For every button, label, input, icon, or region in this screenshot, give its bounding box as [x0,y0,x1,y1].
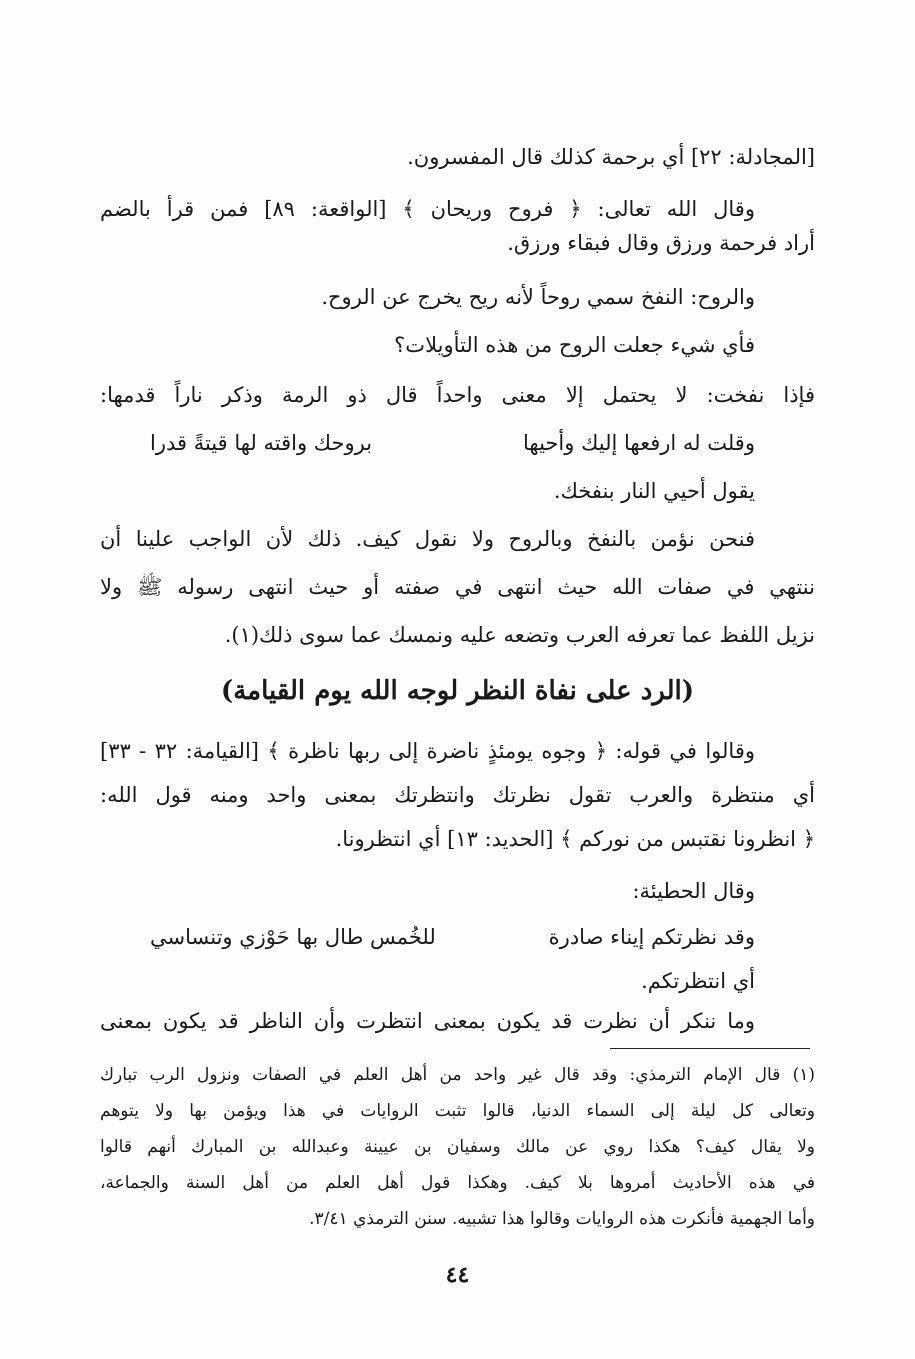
paragraph-quran-waqia [100,192,815,260]
text-line: والروح: النفخ سمي روحاً لأنه ريح يخرج عن الروح. [321,285,755,309]
text-line: فإذا نفخت: لا يحتمل إلا معنى واحداً قال ذو الرمة وذكر ناراً قدمها: [100,383,815,407]
poem-verse-dhu-alrumma [150,426,755,460]
text-line: أراد فرحمة ورزق وقال فبقاء ورزق. [507,231,815,255]
poem-hemistich-second: للخُمس طال بها حَوْزي وتنساسي [150,925,436,949]
text-line: يقول أحيي النار بنفخك. [553,479,755,503]
text-line: فنحن نؤمن بالنفخ وبالروح ولا نقول كيف. ذلك لأن الواجب علينا أن [100,527,755,551]
footnote [100,1060,815,1234]
text-line: وقال الله تعالى: ﴿ فروح وريحان ﴾ [الواقعة: ٨٩] فمن قرأ بالضم [100,197,755,221]
text-line: فأي شيء جعلت الروح من هذه التأويلات؟ [394,333,755,357]
main-text-top [100,140,815,174]
poem-explanation [100,964,815,998]
poem-hemistich-first: وقلت له ارفعها إليك وأحيها [523,431,755,455]
paragraph-ruh [100,280,815,314]
footnote-divider [610,1048,810,1049]
paragraph-hutaya [100,874,815,908]
text-line: وقال الحطيئة: [632,879,755,903]
text-line: ننتهي في صفات الله حيث انتهى في صفته أو حيث انتهى رسوله ﷺ ولا [100,575,815,599]
text-line: أي منتظرة والعرب تقول نظرتك وانتظرتك بمعنى واحد ومنه قول الله: [100,783,815,807]
text-line: نزيل اللفظ عما تعرفه العرب وتضعه عليه ونمسك عما سوى ذلك(١). [224,623,815,647]
paragraph-nafakht [100,378,815,412]
footnote-line: ولا يقال كيف؟ هكذا روي عن مالك وسفيان بن عيينة وعبدالله بن المبارك أنهم قالوا [100,1137,815,1157]
text-line: وقالوا في قوله: ﴿ وجوه يومئذٍ ناضرة إلى ربها ناظرة ﴾ [القيامة: ٣٢ - ٣٣] [100,739,756,763]
poem-hemistich-second: بروحك واقته لها قيتةً قدرا [150,431,373,455]
page-number: ٤٤ [445,1262,470,1288]
poem-hemistich-first: وقد نظرتكم إيناء صادرة [548,925,755,949]
footnote-line: (١) قال الإمام الترمذي: وقد قال غير واحد من أهل العلم في الصفات ونزول الرب تبارك [100,1065,815,1085]
text-line: [المجادلة: ٢٢] أي برحمة كذلك قال المفسرون. [407,145,815,169]
footnote-line: وأما الجهمية فأنكرت هذه الروايات وقالوا هذا تشبيه. سنن الترمذي ٣/٤١. [309,1209,815,1229]
poem-verse-hutaya [150,920,755,954]
text-line: وما ننكر أن نظرت قد يكون بمعنى انتظرت وأن الناظر قد يكون بمعنى [100,1009,755,1033]
text-line: أي انتظرتكم. [641,969,755,993]
paragraph-qiyama [100,734,815,856]
footnote-line: في هذه الأحاديث أمروها بلا كيف. وهكذا قول أهل العلم من أهل السنة والجماعة، [100,1173,815,1193]
footnote-line: وتعالى كل ليلة إلى السماء الدنيا، قالوا تثبت الروايات في هذا ويؤمن بها ولا يتوهم [100,1101,815,1121]
poem-explanation [100,474,815,508]
paragraph-belief [100,522,815,652]
text-line: ﴿ انظرونا نقتبس من نوركم ﴾ [الحديد: ١٣] أي انتظرونا. [335,827,815,851]
paragraph-last [100,1004,815,1038]
section-heading: (الرد على نفاة النظر لوجه الله يوم القيامة) [220,676,695,706]
paragraph-question [100,328,815,362]
